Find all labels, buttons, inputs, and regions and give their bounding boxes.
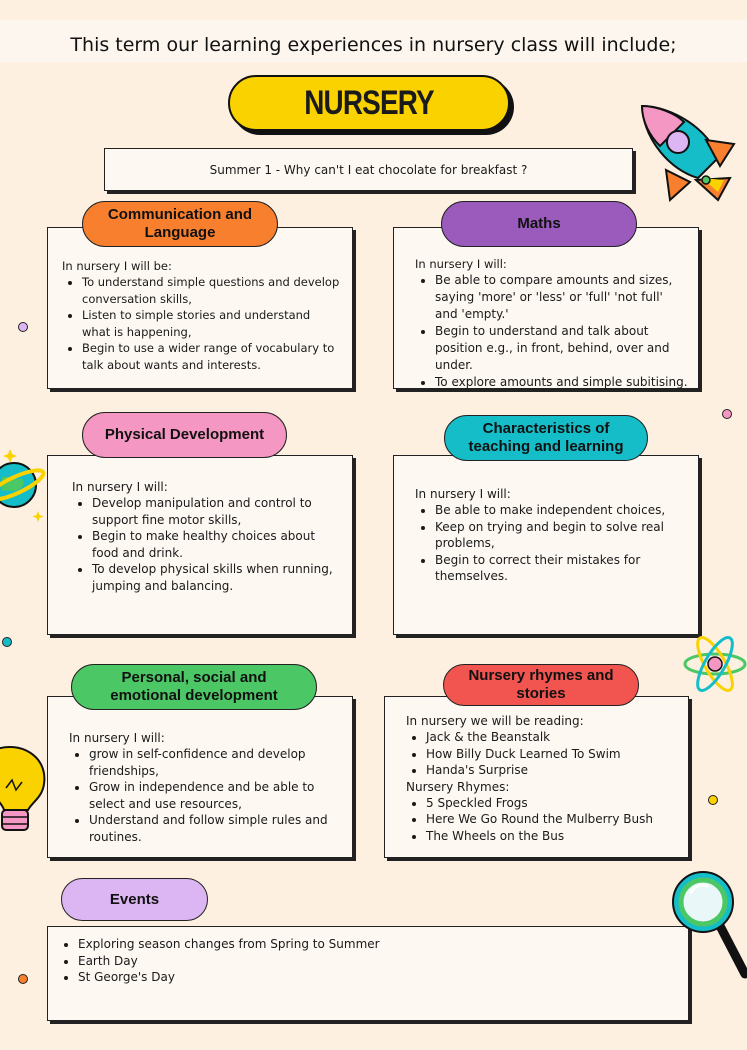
list-item: • How Billy Duck Learned To Swim	[426, 746, 678, 763]
rhymes-card	[384, 696, 689, 858]
atom-icon	[681, 628, 747, 700]
list-item: • Develop manipulation and control to support fine motor skills,	[92, 495, 342, 528]
list-item: • Listen to simple stories and understand what is happening,	[82, 307, 342, 340]
rhymes-list	[406, 795, 678, 845]
list-item: • To develop physical skills when running, jumping and balancing.	[92, 561, 342, 594]
list-item: • grow in self-confidence and develop friendships,	[89, 746, 342, 779]
list-item: • Be able to make independent choices,	[435, 502, 688, 519]
card-lead: In nursery I will:	[415, 487, 511, 501]
communication-card	[47, 227, 353, 389]
list-item: • To explore amounts and simple subitising.	[435, 374, 688, 391]
list-item: • Be able to compare amounts and sizes, saying 'more' or 'less' or 'full' 'not full' and 'empty.'	[435, 272, 688, 323]
list-item: • To understand simple questions and develop conversation skills,	[82, 274, 342, 307]
rhymes-lead: Nursery Rhymes:	[406, 779, 510, 794]
physical-heading	[82, 412, 287, 458]
list-item: • Begin to correct their mistakes for themselves.	[435, 552, 688, 585]
reading-list	[406, 729, 678, 779]
intro-text: This term our learning experiences in nursery class will include;	[70, 34, 677, 56]
rhymes-heading	[443, 664, 639, 706]
events-list	[58, 936, 678, 986]
characteristics-card	[393, 455, 699, 635]
communication-heading-text: Communication and Language	[107, 206, 253, 241]
rocket-icon	[632, 100, 747, 212]
list-item: • Begin to understand and talk about position e.g., in front, behind, over and under.	[435, 323, 688, 374]
decor-dot	[708, 795, 718, 805]
characteristics-heading	[444, 415, 648, 461]
physical-list	[72, 495, 342, 594]
physical-heading-text: Physical Development	[104, 426, 265, 443]
characteristics-list	[415, 502, 688, 585]
maths-heading	[441, 201, 637, 247]
list-item: • Handa's Surprise	[426, 762, 678, 779]
list-item: • Begin to make healthy choices about food and drink.	[92, 528, 342, 561]
characteristics-heading-text: Characteristics of teaching and learning	[468, 420, 624, 455]
personal-card	[47, 696, 353, 858]
physical-card	[47, 455, 353, 635]
rhymes-heading-text: Nursery rhymes and stories	[468, 667, 614, 702]
page-title	[228, 75, 510, 131]
maths-card	[393, 227, 699, 389]
magnifying-glass-icon	[669, 866, 747, 980]
maths-heading-text: Maths	[517, 215, 561, 232]
list-item: • Earth Day	[78, 953, 678, 970]
personal-heading	[71, 664, 317, 710]
page-title-text: NURSERY	[304, 84, 434, 122]
term-banner: Summer 1 - Why can't I eat chocolate for breakfast ?	[104, 148, 633, 191]
maths-list	[415, 272, 688, 391]
personal-heading-text: Personal, social and emotional development	[110, 669, 278, 704]
decor-dot	[722, 409, 732, 419]
personal-list	[69, 746, 342, 845]
communication-heading	[82, 201, 278, 247]
decor-dot	[18, 322, 28, 332]
list-item: • Keep on trying and begin to solve real problems,	[435, 519, 688, 552]
card-lead: In nursery I will:	[415, 257, 507, 271]
communication-list	[62, 274, 342, 373]
list-item: • St George's Day	[78, 969, 678, 986]
planet-icon	[0, 445, 48, 525]
card-lead: In nursery I will be:	[62, 259, 172, 273]
card-lead: In nursery I will:	[69, 731, 165, 745]
list-item: • 5 Speckled Frogs	[426, 795, 678, 812]
card-lead: In nursery I will:	[72, 480, 168, 494]
decor-dot	[18, 974, 28, 984]
events-heading	[61, 878, 208, 921]
events-heading-text: Events	[109, 890, 160, 908]
lightbulb-icon	[0, 740, 50, 840]
events-card	[47, 926, 689, 1021]
list-item: • The Wheels on the Bus	[426, 828, 678, 845]
list-item: • Exploring season changes from Spring to Summer	[78, 936, 678, 953]
list-item: • Jack & the Beanstalk	[426, 729, 678, 746]
reading-lead: In nursery we will be reading:	[406, 714, 584, 728]
list-item: • Begin to use a wider range of vocabulary to talk about wants and interests.	[82, 340, 342, 373]
list-item: • Here We Go Round the Mulberry Bush	[426, 811, 678, 828]
list-item: • Grow in independence and be able to select and use resources,	[89, 779, 342, 812]
decor-dot	[2, 637, 12, 647]
list-item: • Understand and follow simple rules and routines.	[89, 812, 342, 845]
